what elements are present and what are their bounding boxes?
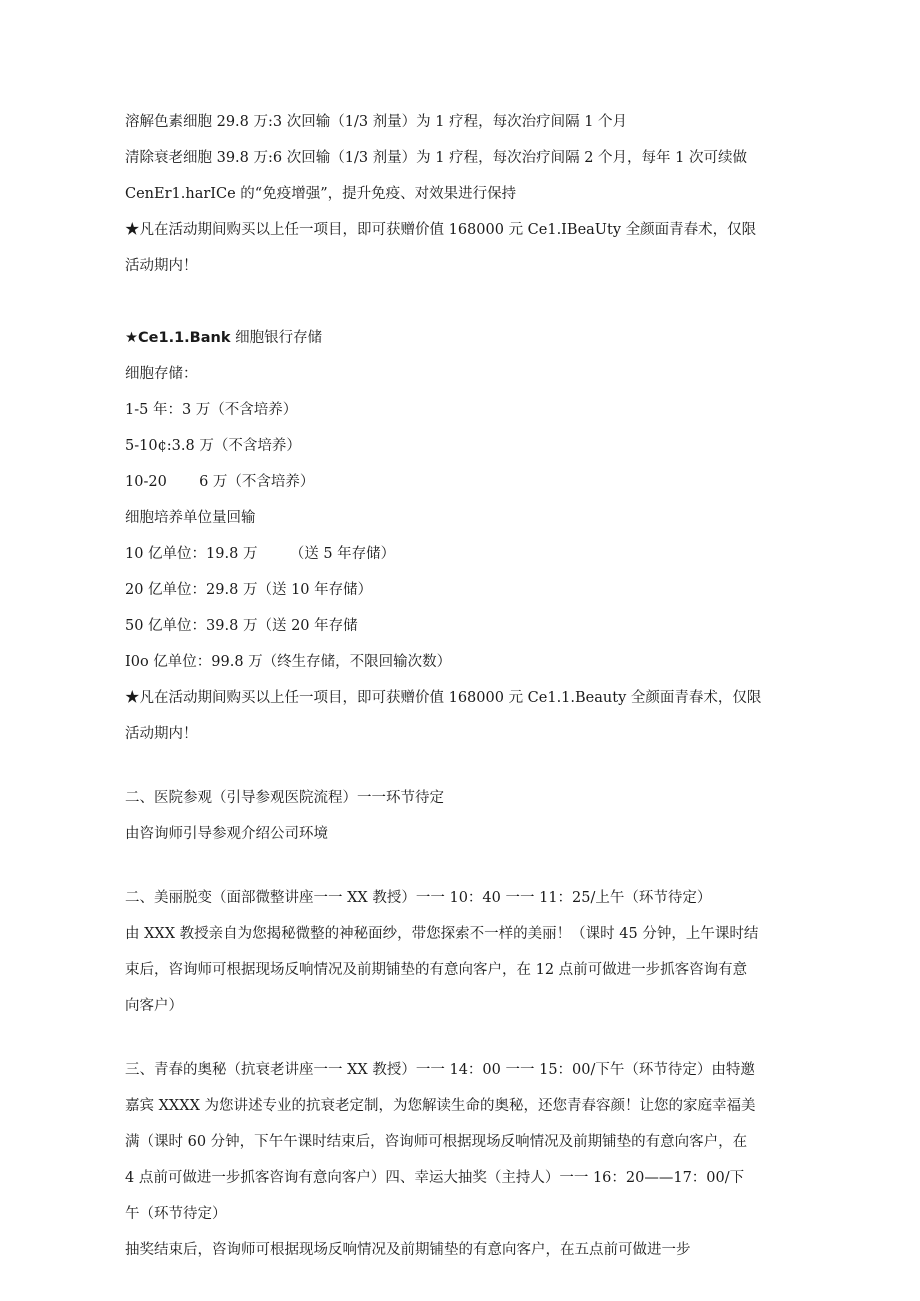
spacer xyxy=(125,284,797,320)
promo-line: ★凡在活动期间购买以上任一项目，即可获赠价值 168000 元 Ce1.1.Beauty 全颜面青春术，仅限 xyxy=(125,690,762,706)
spacer xyxy=(125,752,797,780)
text-line: 由 XXX 教授亲自为您揭秘微整的神秘面纱，带您探索不一样的美丽！（课时 45 分钟，上午课时结 xyxy=(125,926,759,942)
text-line: 午（环节待定） xyxy=(125,1206,227,1222)
culture-price: 10 亿单位：19.8 万 （送 5 年存储） xyxy=(125,546,396,562)
section-title-youth: 三、青春的奥秘（抗衰老讲座一一 XX 教授）一一 14：00 一一 15：00/下午（环节待定）由特邀 xyxy=(125,1062,755,1078)
storage-price: 10-20 6 万（不含培养） xyxy=(125,474,315,490)
section-title-beauty: 二、美丽脱变（面部微整讲座一一 XX 教授）一一 10：40 一一 11：25/上午（环节待定） xyxy=(125,890,712,906)
spacer xyxy=(125,852,797,880)
section-title-hospital-visit: 二、医院参观（引导参观医院流程）一一环节待定 xyxy=(125,790,444,806)
promo-line: ★凡在活动期间购买以上任一项目，即可获赠价值 168000 元 Ce1.IBeaUty 全颜面青春术，仅限 xyxy=(125,222,757,238)
culture-price: 50 亿单位：39.8 万（送 20 年存储 xyxy=(125,618,358,634)
heading-tail-text: 细胞银行存储 xyxy=(230,330,323,346)
text-line: 溶解色素细胞 29.8 万:3 次回输（1/3 剂量）为 1 疗程，每次治疗间隔 1 个月 xyxy=(125,114,628,130)
promo-line: 活动期内！ xyxy=(125,258,198,274)
text-line: 由咨询师引导参观介绍公司环境 xyxy=(125,826,328,842)
text-line: 4 点前可做进一步抓客咨询有意向客户）四、幸运大抽奖（主持人）一一 16：20——17：00/下 xyxy=(125,1170,745,1186)
promo-line: 活动期内！ xyxy=(125,726,198,742)
heading-bold-text: ★Ce1.1.Bank xyxy=(125,330,231,346)
text-line: CenEr1.harICe 的“免疫增强”，提升免疫、对效果进行保持 xyxy=(125,186,517,202)
storage-price: 5-10¢:3.8 万（不含培养） xyxy=(125,438,301,454)
text-line: 束后，咨询师可根据现场反响情况及前期铺垫的有意向客户，在 12 点前可做进一步抓客咨询有意 xyxy=(125,962,748,978)
spacer xyxy=(125,1024,797,1052)
culture-price: 20 亿单位：29.8 万（送 10 年存储） xyxy=(125,582,373,598)
text-line: 向客户） xyxy=(125,998,183,1014)
culture-price: I0o 亿单位：99.8 万（终生存储，不限回输次数） xyxy=(125,654,452,670)
text-line: 满（课时 60 分钟，下午午课时结束后，咨询师可根据现场反响情况及前期铺垫的有意向客户，在 xyxy=(125,1134,748,1150)
text-line: 清除衰老细胞 39.8 万:6 次回输（1/3 剂量）为 1 疗程，每次治疗间隔 2 个月，每年 1 次可续做 xyxy=(125,150,747,166)
culture-label: 细胞培养单位量回输 xyxy=(125,510,256,526)
text-line: 抽奖结束后，咨询师可根据现场反响情况及前期铺垫的有意向客户，在五点前可做进一步 xyxy=(125,1242,691,1258)
text-line: 嘉宾 XXXX 为您讲述专业的抗衰老定制，为您解读生命的奥秘，还您青春容颜！让您的家庭幸福美 xyxy=(125,1098,756,1114)
storage-label: 细胞存储： xyxy=(125,366,198,382)
storage-price: 1-5 年：3 万（不含培养） xyxy=(125,402,298,418)
section-heading-cell-bank xyxy=(125,320,797,356)
document-page xyxy=(125,104,797,1268)
